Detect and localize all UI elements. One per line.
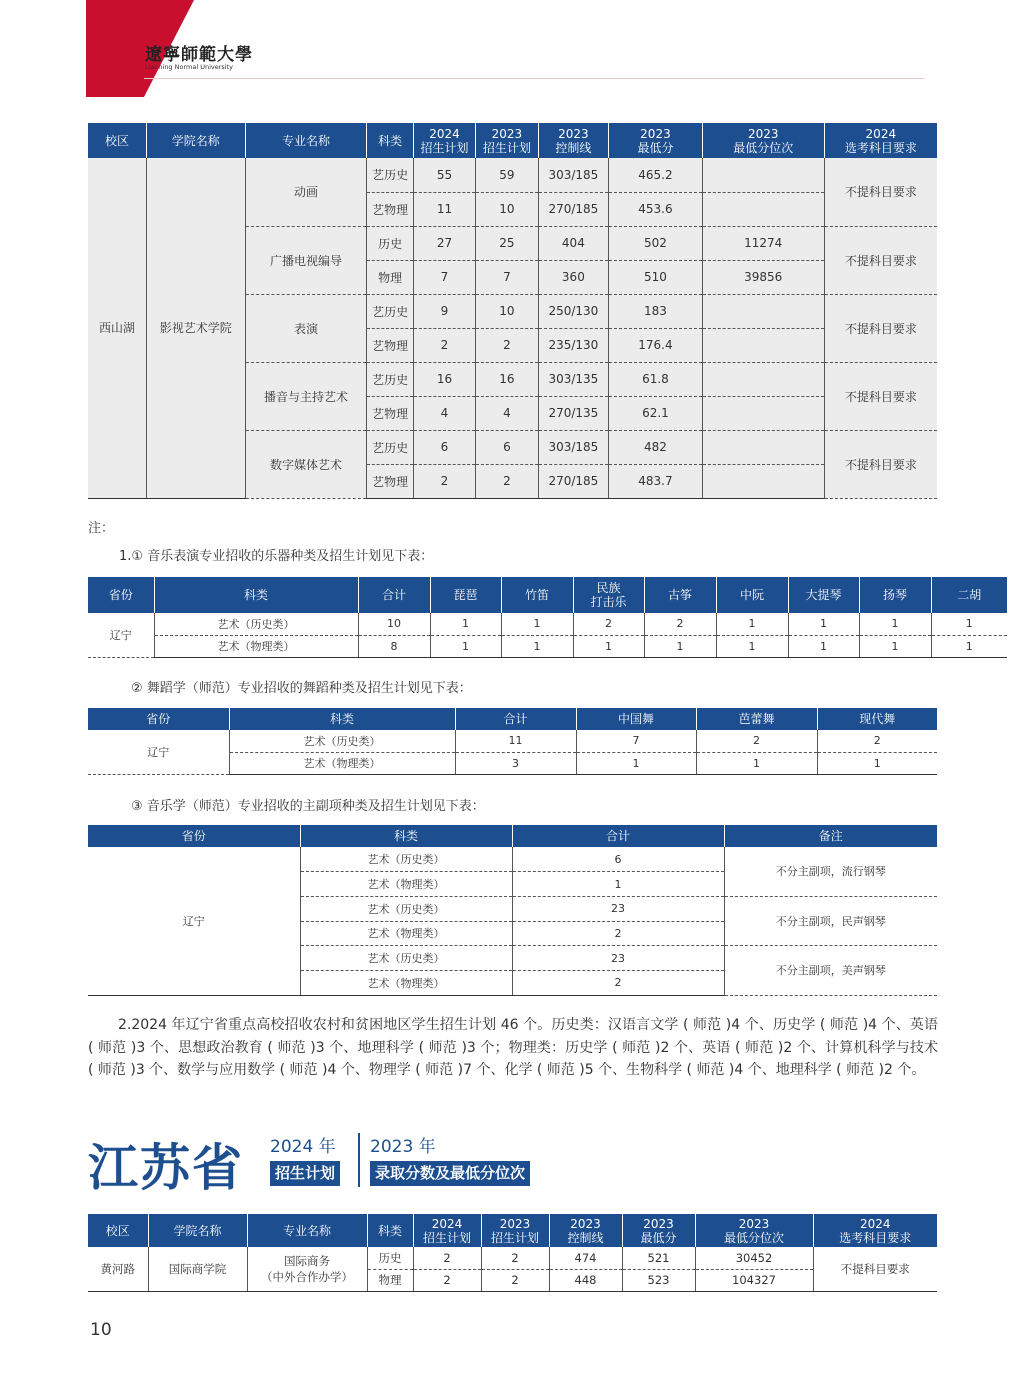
category-cell: 物理 [367,260,413,294]
column-header: 扬琴 [859,577,931,613]
value-cell: 1 [576,752,696,774]
min-rank-cell: 39856 [702,260,824,294]
value-cell: 1 [859,635,931,657]
plan-2023-cell: 2 [476,464,538,498]
category-cell: 艺物理 [367,192,413,226]
value-cell: 2 [512,970,724,995]
note-instruments: 1.① 音乐表演专业招收的乐器种类及招生计划见下表： [119,549,434,564]
control-line-cell: 250/130 [538,294,608,328]
province-cell: 辽宁 [88,847,300,995]
control-line-cell: 360 [538,260,608,294]
control-line-cell: 404 [538,226,608,260]
value-cell: 艺术（历史类） [229,730,455,752]
value-cell: 1 [788,635,859,657]
column-header: 2023 招生计划 [481,1214,549,1247]
column-header: 2023 招生计划 [476,123,538,158]
college-cell: 国际商学院 [148,1247,247,1291]
plan-2024-cell: 6 [413,430,475,464]
column-header: 科类 [154,577,358,613]
plan-2023-cell: 16 [476,362,538,396]
remark-cell: 不分主副项，流行钢琴 [724,847,937,896]
table-row [88,1247,937,1269]
column-header: 现代舞 [817,708,937,730]
plan-2023-cell: 10 [476,294,538,328]
min-rank-cell [702,362,824,396]
value-cell: 11 [455,730,576,752]
plan-2024-cell: 4 [413,396,475,430]
column-header: 科类 [367,123,413,158]
value-cell: 1 [430,635,501,657]
value-cell: 23 [512,946,724,971]
control-line-cell: 270/185 [538,464,608,498]
table-row [88,730,937,752]
min-score-cell: 510 [609,260,703,294]
major-cell: 播音与主持艺术 [245,362,367,430]
remark-cell: 不分主副项，美声钢琴 [724,946,937,995]
university-logo: 遼寧師範大學 [145,45,253,65]
value-cell: 2 [644,613,716,635]
subject-req-cell: 不提科目要求 [824,294,937,362]
major-cell: 广播电视编导 [245,226,367,294]
province-title: 江苏省 [88,1139,244,1197]
column-header: 2023 最低分位次 [695,1214,813,1247]
note-label: 注： [88,521,115,536]
category-cell: 艺物理 [367,464,413,498]
subject-req-cell: 不提科目要求 [824,430,937,498]
category-cell: 物理 [367,1269,413,1291]
rural-plan-paragraph: 2.2024 年辽宁省重点高校招收农村和贫困地区学生招生计划 46 个。历史类：汉语言文学 ( 师范 )4 个、历史学 ( 师范 )4 个、英语 ( 师范 )3 个、思想政治教育 ( 师范 )3 个、地理科学 ( 师范 )3 个；物理类：历史学 ( 师范 )2 个、英语 ( 师范 )2 个、计算机科学与技术 ( 师范 )3 个、数学与应用数学 ( 师范 )4 个、物理学 ( 师范 )7 个、化学 ( 师范 )5 个、生物科学 ( 师范 )4 个、地理科学 ( 师范 )2 个。 [88,1017,938,1078]
value-cell: 8 [358,635,430,657]
plan-tag: 招生计划 [270,1161,340,1186]
plan-2024-cell: 9 [413,294,475,328]
year-2023-label: 2023 年 [370,1137,436,1157]
table-header-row [88,577,1007,613]
major-cell: 动画 [245,158,367,226]
table-row [88,158,937,192]
value-cell: 艺术（历史类） [154,613,358,635]
table-row [88,635,1007,657]
category-cell: 艺物理 [367,396,413,430]
min-rank-cell [702,464,824,498]
value-cell: 2 [696,730,817,752]
value-cell: 艺术（历史类） [300,896,512,921]
min-score-cell: 502 [609,226,703,260]
plan-2024-cell: 27 [413,226,475,260]
column-header: 2023 最低分位次 [702,123,824,158]
year-2024-label: 2024 年 [270,1137,336,1157]
min-rank-cell [702,328,824,362]
column-header: 备注 [724,825,937,847]
value-cell: 1 [931,635,1007,657]
column-header: 科类 [367,1214,413,1247]
subject-req-cell: 不提科目要求 [824,158,937,226]
min-score-cell: 482 [609,430,703,464]
min-score-cell: 183 [609,294,703,328]
column-header: 专业名称 [247,1214,367,1247]
min-rank-cell [702,158,824,192]
table-header-row [88,708,937,730]
value-cell: 3 [455,752,576,774]
min-score-cell: 521 [622,1247,695,1269]
category-cell: 历史 [367,1247,413,1269]
college-cell: 影视艺术学院 [146,158,245,498]
plan-2023-cell: 4 [476,396,538,430]
min-score-cell: 62.1 [609,396,703,430]
plan-2024-cell: 2 [413,1247,481,1269]
category-cell: 历史 [367,226,413,260]
min-score-cell: 61.8 [609,362,703,396]
value-cell: 1 [430,613,501,635]
column-header: 大提琴 [788,577,859,613]
control-line-cell: 235/130 [538,328,608,362]
admission-table-jiangsu [88,1214,937,1292]
plan-2023-cell: 6 [476,430,538,464]
column-header: 合计 [455,708,576,730]
value-cell: 艺术（物理类） [300,970,512,995]
plan-2024-cell: 11 [413,192,475,226]
value-cell: 艺术（历史类） [300,946,512,971]
column-header: 2023 最低分 [609,123,703,158]
plan-2024-cell: 2 [413,328,475,362]
subject-req-cell: 不提科目要求 [813,1247,937,1291]
value-cell: 1 [501,635,573,657]
column-header: 2024 招生计划 [413,1214,481,1247]
column-header: 2024 选考科目要求 [813,1214,937,1247]
value-cell: 艺术（物理类） [300,921,512,946]
table-header-row [88,123,937,158]
control-line-cell: 270/135 [538,396,608,430]
control-line-cell: 270/185 [538,192,608,226]
control-line-cell: 303/185 [538,158,608,192]
column-header: 2023 最低分 [622,1214,695,1247]
column-header: 校区 [88,1214,148,1247]
value-cell: 2 [573,613,644,635]
column-header: 省份 [88,577,154,613]
header-divider [144,78,924,79]
column-header: 2023 控制线 [538,123,608,158]
value-cell: 艺术（物理类） [154,635,358,657]
category-cell: 艺物理 [367,328,413,362]
dance-table [88,708,937,775]
column-header: 中阮 [716,577,788,613]
control-line-cell: 448 [549,1269,622,1291]
table-header-row [88,825,937,847]
value-cell: 1 [716,613,788,635]
value-cell: 1 [644,635,716,657]
value-cell: 6 [512,847,724,872]
column-header: 校区 [88,123,146,158]
year-divider [358,1133,360,1187]
plan-2024-cell: 2 [413,464,475,498]
admission-table-xishanhu [88,123,937,499]
value-cell: 1 [716,635,788,657]
min-rank-cell [702,294,824,328]
plan-2024-cell: 2 [413,1269,481,1291]
category-cell: 艺历史 [367,158,413,192]
column-header: 中国舞 [576,708,696,730]
column-header: 琵琶 [430,577,501,613]
note-dance: ② 舞蹈学（师范）专业招收的舞蹈种类及招生计划见下表： [131,681,472,696]
value-cell: 2 [512,921,724,946]
control-line-cell: 303/135 [538,362,608,396]
column-header: 省份 [88,708,229,730]
value-cell: 1 [512,872,724,897]
column-header: 科类 [300,825,512,847]
category-cell: 艺历史 [367,294,413,328]
music-table [88,825,937,996]
category-cell: 艺历史 [367,430,413,464]
plan-2024-cell: 16 [413,362,475,396]
min-rank-cell [702,396,824,430]
value-cell: 艺术（物理类） [300,872,512,897]
min-score-cell: 523 [622,1269,695,1291]
min-rank-cell [702,430,824,464]
note-music: ③ 音乐学（师范）专业招收的主副项种类及招生计划见下表： [131,799,485,814]
subject-req-cell: 不提科目要求 [824,226,937,294]
major-cell: 国际商务 （中外合作办学） [247,1247,367,1291]
column-header: 合计 [358,577,430,613]
value-cell: 1 [817,752,937,774]
province-cell: 辽宁 [88,730,229,774]
value-cell: 1 [859,613,931,635]
min-rank-cell: 11274 [702,226,824,260]
column-header: 科类 [229,708,455,730]
subject-req-cell: 不提科目要求 [824,362,937,430]
column-header: 学院名称 [146,123,245,158]
min-rank-cell [702,192,824,226]
plan-2023-cell: 2 [481,1247,549,1269]
major-cell: 数字媒体艺术 [245,430,367,498]
column-header: 2024 选考科目要求 [824,123,937,158]
min-score-cell: 453.6 [609,192,703,226]
value-cell: 7 [576,730,696,752]
control-line-cell: 303/185 [538,430,608,464]
value-cell: 艺术（历史类） [300,847,512,872]
column-header: 民族 打击乐 [573,577,644,613]
value-cell: 23 [512,896,724,921]
min-score-cell: 465.2 [609,158,703,192]
table-row [88,847,937,872]
min-score-cell: 176.4 [609,328,703,362]
column-header: 专业名称 [245,123,367,158]
column-header: 2024 招生计划 [413,123,475,158]
campus-cell: 黄河路 [88,1247,148,1291]
plan-2024-cell: 7 [413,260,475,294]
value-cell: 1 [931,613,1007,635]
province-cell: 辽宁 [88,613,154,657]
column-header: 合计 [512,825,724,847]
value-cell: 10 [358,613,430,635]
min-rank-cell: 104327 [695,1269,813,1291]
value-cell: 艺术（物理类） [229,752,455,774]
category-cell: 艺历史 [367,362,413,396]
plan-2023-cell: 25 [476,226,538,260]
control-line-cell: 474 [549,1247,622,1269]
plan-2023-cell: 7 [476,260,538,294]
column-header: 古筝 [644,577,716,613]
column-header: 二胡 [931,577,1007,613]
plan-2023-cell: 10 [476,192,538,226]
column-header: 2023 控制线 [549,1214,622,1247]
value-cell: 2 [817,730,937,752]
major-cell: 表演 [245,294,367,362]
remark-cell: 不分主副项，民声钢琴 [724,896,937,945]
column-header: 芭蕾舞 [696,708,817,730]
min-rank-cell: 30452 [695,1247,813,1269]
plan-2024-cell: 55 [413,158,475,192]
column-header: 学院名称 [148,1214,247,1247]
campus-cell: 西山湖 [88,158,146,498]
value-cell: 1 [696,752,817,774]
table-row [88,613,1007,635]
column-header: 竹笛 [501,577,573,613]
min-score-cell: 483.7 [609,464,703,498]
plan-2023-cell: 59 [476,158,538,192]
value-cell: 1 [501,613,573,635]
table-header-row [88,1214,937,1247]
instrument-table [88,577,1007,658]
column-header: 省份 [88,825,300,847]
plan-2023-cell: 2 [476,328,538,362]
page-number: 10 [90,1320,112,1340]
value-cell: 1 [573,635,644,657]
value-cell: 1 [788,613,859,635]
score-tag: 录取分数及最低分位次 [370,1161,530,1186]
header-red-block [86,0,144,97]
plan-2023-cell: 2 [481,1269,549,1291]
university-logo-en: Liaoning Normal University [145,63,233,71]
